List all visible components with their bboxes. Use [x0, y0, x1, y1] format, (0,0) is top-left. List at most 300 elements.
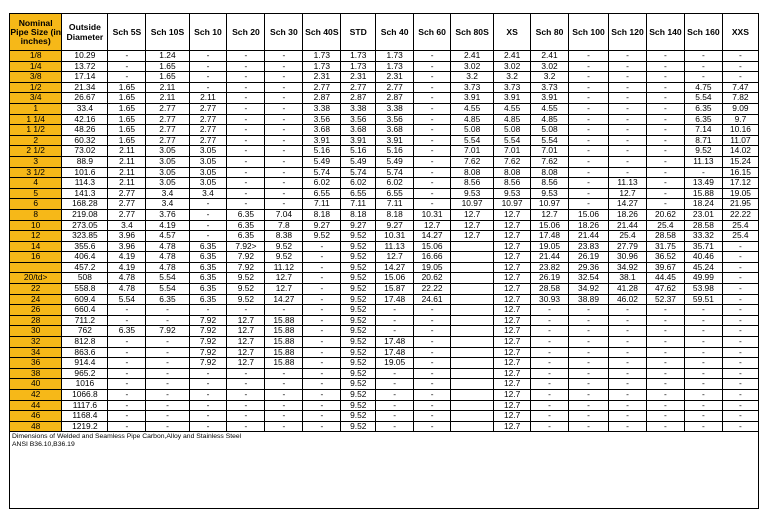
- value-cell: -: [265, 411, 303, 422]
- value-cell: 355.6: [62, 241, 108, 252]
- table-row: [10, 294, 759, 305]
- value-cell: -: [108, 358, 146, 369]
- value-cell: 12.7: [494, 379, 531, 390]
- value-cell: 42.16: [62, 114, 108, 125]
- value-cell: 16.66: [414, 252, 451, 263]
- value-cell: 3.91: [303, 135, 341, 146]
- value-cell: 558.8: [62, 284, 108, 295]
- value-cell: -: [303, 421, 341, 432]
- table-row: [10, 411, 759, 422]
- value-cell: 7.11: [376, 199, 414, 210]
- value-cell: 17.14: [62, 72, 108, 83]
- value-cell: 14.27: [609, 199, 647, 210]
- value-cell: -: [227, 167, 265, 178]
- value-cell: 8.56: [494, 178, 531, 189]
- value-cell: -: [265, 421, 303, 432]
- value-cell: 5.08: [451, 125, 494, 136]
- value-cell: -: [108, 337, 146, 348]
- value-cell: [451, 284, 494, 295]
- nominal-size-cell: 4: [10, 178, 62, 189]
- value-cell: 3.56: [303, 114, 341, 125]
- value-cell: 6.02: [376, 178, 414, 189]
- value-cell: -: [569, 167, 609, 178]
- value-cell: -: [303, 411, 341, 422]
- value-cell: -: [265, 199, 303, 210]
- value-cell: 17.48: [376, 294, 414, 305]
- value-cell: 14.02: [722, 146, 758, 157]
- value-cell: 1.65: [108, 103, 146, 114]
- value-cell: 3.02: [451, 61, 494, 72]
- value-cell: 1.65: [108, 114, 146, 125]
- value-cell: -: [684, 167, 722, 178]
- value-cell: 13.72: [62, 61, 108, 72]
- value-cell: -: [722, 368, 758, 379]
- value-cell: 4.85: [531, 114, 569, 125]
- value-cell: 16.15: [722, 167, 758, 178]
- value-cell: 10.31: [414, 209, 451, 220]
- value-cell: 19.05: [414, 262, 451, 273]
- value-cell: 6.55: [341, 188, 376, 199]
- value-cell: 5.74: [341, 167, 376, 178]
- value-cell: 21.44: [569, 231, 609, 242]
- value-cell: -: [646, 61, 684, 72]
- value-cell: 27.79: [609, 241, 647, 252]
- value-cell: -: [722, 241, 758, 252]
- value-cell: -: [265, 379, 303, 390]
- value-cell: -: [722, 400, 758, 411]
- value-cell: 12.7: [451, 209, 494, 220]
- value-cell: 4.78: [108, 284, 146, 295]
- value-cell: -: [265, 305, 303, 316]
- value-cell: 12.7: [494, 305, 531, 316]
- value-cell: -: [414, 188, 451, 199]
- nominal-size-cell: 26: [10, 305, 62, 316]
- value-cell: -: [646, 368, 684, 379]
- value-cell: -: [303, 368, 341, 379]
- value-cell: 35.71: [684, 241, 722, 252]
- value-cell: 8.08: [531, 167, 569, 178]
- value-cell: -: [569, 156, 609, 167]
- value-cell: -: [646, 305, 684, 316]
- value-cell: 9.52: [341, 358, 376, 369]
- value-cell: 88.9: [62, 156, 108, 167]
- value-cell: 12.7: [376, 252, 414, 263]
- column-header-1: Outside Diameter: [62, 14, 108, 51]
- table-row: [10, 358, 759, 369]
- nominal-size-cell: 5: [10, 188, 62, 199]
- value-cell: 15.06: [531, 220, 569, 231]
- table-row: [10, 209, 759, 220]
- value-cell: 12.7: [227, 347, 265, 358]
- value-cell: -: [531, 390, 569, 401]
- value-cell: -: [108, 72, 146, 83]
- value-cell: -: [303, 326, 341, 337]
- value-cell: 5.49: [303, 156, 341, 167]
- value-cell: 3.96: [108, 241, 146, 252]
- value-cell: 4.55: [531, 103, 569, 114]
- value-cell: 44.45: [646, 273, 684, 284]
- table-row: [10, 326, 759, 337]
- value-cell: -: [189, 400, 227, 411]
- value-cell: -: [531, 337, 569, 348]
- value-cell: -: [569, 326, 609, 337]
- column-header-12: XS: [494, 14, 531, 51]
- value-cell: 1.65: [146, 72, 189, 83]
- column-header-17: Sch 160: [684, 14, 722, 51]
- value-cell: 15.88: [265, 337, 303, 348]
- table-row: [10, 347, 759, 358]
- value-cell: 12.7: [494, 326, 531, 337]
- value-cell: 8.38: [265, 231, 303, 242]
- value-cell: -: [569, 188, 609, 199]
- pipe-schedule-table: [9, 13, 759, 509]
- value-cell: -: [108, 390, 146, 401]
- value-cell: 4.55: [494, 103, 531, 114]
- value-cell: 2.87: [376, 93, 414, 104]
- value-cell: -: [569, 114, 609, 125]
- table-row: [10, 156, 759, 167]
- value-cell: 12.7: [494, 315, 531, 326]
- value-cell: 9.52: [265, 252, 303, 263]
- value-cell: -: [569, 390, 609, 401]
- value-cell: 5.54: [146, 273, 189, 284]
- table-row: [10, 252, 759, 263]
- value-cell: 7.04: [265, 209, 303, 220]
- value-cell: -: [722, 273, 758, 284]
- value-cell: -: [227, 379, 265, 390]
- value-cell: 9.27: [341, 220, 376, 231]
- value-cell: -: [569, 125, 609, 136]
- value-cell: 5.08: [494, 125, 531, 136]
- value-cell: 10.97: [494, 199, 531, 210]
- value-cell: [451, 273, 494, 284]
- table-row: [10, 241, 759, 252]
- value-cell: -: [227, 114, 265, 125]
- nominal-size-cell: 24: [10, 294, 62, 305]
- value-cell: 3.4: [146, 199, 189, 210]
- value-cell: 4.78: [108, 273, 146, 284]
- value-cell: [451, 390, 494, 401]
- value-cell: -: [414, 135, 451, 146]
- value-cell: 9.52: [227, 273, 265, 284]
- value-cell: -: [303, 390, 341, 401]
- value-cell: -: [569, 51, 609, 62]
- value-cell: -: [189, 368, 227, 379]
- column-header-2: Sch 5S: [108, 14, 146, 51]
- value-cell: -: [265, 400, 303, 411]
- value-cell: 1.65: [108, 125, 146, 136]
- value-cell: -: [227, 305, 265, 316]
- value-cell: 18.26: [609, 209, 647, 220]
- value-cell: -: [303, 284, 341, 295]
- value-cell: -: [227, 82, 265, 93]
- value-cell: 6.02: [303, 178, 341, 189]
- value-cell: 17.48: [376, 337, 414, 348]
- value-cell: 15.06: [376, 273, 414, 284]
- value-cell: 13.49: [684, 178, 722, 189]
- column-header-13: Sch 80: [531, 14, 569, 51]
- value-cell: 4.78: [146, 262, 189, 273]
- nominal-size-cell: 36: [10, 358, 62, 369]
- value-cell: -: [376, 390, 414, 401]
- value-cell: -: [303, 337, 341, 348]
- value-cell: 3.05: [146, 178, 189, 189]
- value-cell: 10.29: [62, 51, 108, 62]
- value-cell: -: [569, 305, 609, 316]
- value-cell: -: [146, 305, 189, 316]
- value-cell: 6.35: [227, 220, 265, 231]
- value-cell: -: [303, 262, 341, 273]
- value-cell: 8.18: [303, 209, 341, 220]
- value-cell: -: [265, 146, 303, 157]
- value-cell: 3.05: [189, 156, 227, 167]
- note-line-2: ANSI B36.10,B36.19: [12, 441, 75, 449]
- value-cell: 6.35: [684, 114, 722, 125]
- value-cell: 9.7: [722, 114, 758, 125]
- table-row: [10, 114, 759, 125]
- value-cell: 10.97: [451, 199, 494, 210]
- nominal-size-cell: 10: [10, 220, 62, 231]
- value-cell: 3.68: [341, 125, 376, 136]
- value-cell: 4.57: [146, 231, 189, 242]
- value-cell: 9.52: [341, 347, 376, 358]
- value-cell: -: [722, 51, 758, 62]
- value-cell: 5.74: [376, 167, 414, 178]
- value-cell: 8.08: [451, 167, 494, 178]
- value-cell: -: [569, 379, 609, 390]
- value-cell: -: [646, 82, 684, 93]
- value-cell: 19.05: [376, 358, 414, 369]
- value-cell: -: [189, 51, 227, 62]
- value-cell: -: [569, 315, 609, 326]
- value-cell: 5.54: [684, 93, 722, 104]
- note-line-1: Dimensions of Welded and Seamless Pipe Carbon,Alloy and Stainless Steel: [12, 433, 242, 441]
- value-cell: 2.77: [376, 82, 414, 93]
- value-cell: -: [609, 125, 647, 136]
- value-cell: -: [722, 305, 758, 316]
- value-cell: 11.13: [609, 178, 647, 189]
- value-cell: -: [684, 51, 722, 62]
- value-cell: -: [146, 379, 189, 390]
- nominal-size-cell: 20/td>: [10, 273, 62, 284]
- value-cell: -: [265, 114, 303, 125]
- value-cell: -: [414, 400, 451, 411]
- value-cell: 12.7: [227, 315, 265, 326]
- value-cell: 7.8: [265, 220, 303, 231]
- value-cell: 25.4: [722, 220, 758, 231]
- value-cell: 15.24: [722, 156, 758, 167]
- value-cell: 2.77: [189, 125, 227, 136]
- value-cell: -: [189, 411, 227, 422]
- column-header-0: Nominal Pipe Size (in inches): [10, 14, 62, 51]
- value-cell: 7.01: [531, 146, 569, 157]
- value-cell: 6.35: [189, 241, 227, 252]
- value-cell: -: [265, 51, 303, 62]
- value-cell: 12.7: [414, 220, 451, 231]
- value-cell: 3.38: [376, 103, 414, 114]
- value-cell: -: [684, 347, 722, 358]
- value-cell: -: [376, 400, 414, 411]
- value-cell: 9.52: [341, 368, 376, 379]
- value-cell: -: [646, 358, 684, 369]
- nominal-size-cell: 42: [10, 390, 62, 401]
- value-cell: -: [609, 156, 647, 167]
- value-cell: -: [146, 315, 189, 326]
- value-cell: 1117.6: [62, 400, 108, 411]
- value-cell: 12.7: [494, 209, 531, 220]
- table-row: [10, 231, 759, 242]
- value-cell: 1.24: [146, 51, 189, 62]
- value-cell: 3.91: [376, 135, 414, 146]
- table-row: [10, 82, 759, 93]
- value-cell: 3.91: [531, 93, 569, 104]
- value-cell: -: [376, 326, 414, 337]
- value-cell: 5.54: [108, 294, 146, 305]
- column-header-11: Sch 80S: [451, 14, 494, 51]
- value-cell: 15.87: [376, 284, 414, 295]
- column-header-10: Sch 60: [414, 14, 451, 51]
- value-cell: 5.54: [146, 284, 189, 295]
- value-cell: 12.7: [494, 400, 531, 411]
- value-cell: -: [227, 51, 265, 62]
- value-cell: -: [684, 326, 722, 337]
- value-cell: -: [609, 146, 647, 157]
- value-cell: -: [189, 61, 227, 72]
- value-cell: -: [609, 326, 647, 337]
- value-cell: 12.7: [494, 368, 531, 379]
- value-cell: -: [189, 220, 227, 231]
- nominal-size-cell: 1 1/4: [10, 114, 62, 125]
- value-cell: -: [227, 400, 265, 411]
- value-cell: 4.75: [684, 82, 722, 93]
- value-cell: -: [722, 347, 758, 358]
- value-cell: 1.73: [376, 61, 414, 72]
- value-cell: -: [227, 368, 265, 379]
- value-cell: 9.52: [341, 326, 376, 337]
- value-cell: 4.85: [451, 114, 494, 125]
- nominal-size-cell: [10, 262, 62, 273]
- value-cell: 18.26: [569, 220, 609, 231]
- value-cell: 273.05: [62, 220, 108, 231]
- value-cell: -: [189, 390, 227, 401]
- value-cell: 2.77: [108, 209, 146, 220]
- table-row: [10, 103, 759, 114]
- value-cell: 12.7: [494, 358, 531, 369]
- value-cell: 9.52: [341, 400, 376, 411]
- value-cell: 3.4: [146, 188, 189, 199]
- value-cell: -: [414, 326, 451, 337]
- value-cell: 2.11: [108, 167, 146, 178]
- pipe-dimensions-sheet: [9, 13, 759, 509]
- nominal-size-cell: 1 1/2: [10, 125, 62, 136]
- value-cell: -: [303, 379, 341, 390]
- value-cell: -: [684, 411, 722, 422]
- nominal-size-cell: 3/8: [10, 72, 62, 83]
- nominal-size-cell: 1/4: [10, 61, 62, 72]
- value-cell: 9.52: [265, 241, 303, 252]
- value-cell: 6.35: [189, 262, 227, 273]
- value-cell: -: [108, 305, 146, 316]
- value-cell: -: [414, 146, 451, 157]
- value-cell: -: [414, 51, 451, 62]
- value-cell: 9.53: [451, 188, 494, 199]
- value-cell: 2.31: [376, 72, 414, 83]
- value-cell: -: [108, 315, 146, 326]
- value-cell: -: [108, 368, 146, 379]
- value-cell: 5.49: [341, 156, 376, 167]
- value-cell: -: [303, 252, 341, 263]
- value-cell: -: [265, 103, 303, 114]
- value-cell: -: [414, 178, 451, 189]
- value-cell: 2.77: [303, 82, 341, 93]
- value-cell: -: [569, 368, 609, 379]
- value-cell: 9.53: [494, 188, 531, 199]
- value-cell: 11.07: [722, 135, 758, 146]
- value-cell: 2.77: [108, 199, 146, 210]
- table-row: [10, 273, 759, 284]
- value-cell: 2.11: [189, 93, 227, 104]
- value-cell: 46.02: [609, 294, 647, 305]
- value-cell: 9.52: [341, 294, 376, 305]
- column-header-5: Sch 20: [227, 14, 265, 51]
- note-cell: [10, 432, 759, 509]
- value-cell: 45.24: [684, 262, 722, 273]
- value-cell: -: [569, 337, 609, 348]
- value-cell: 32.54: [569, 273, 609, 284]
- value-cell: 2.77: [341, 82, 376, 93]
- value-cell: 2.41: [451, 51, 494, 62]
- value-cell: 2.77: [146, 135, 189, 146]
- value-cell: -: [303, 400, 341, 411]
- value-cell: -: [376, 379, 414, 390]
- value-cell: -: [569, 400, 609, 411]
- value-cell: -: [531, 326, 569, 337]
- value-cell: -: [569, 146, 609, 157]
- value-cell: -: [646, 114, 684, 125]
- value-cell: 12.7: [494, 231, 531, 242]
- value-cell: -: [684, 390, 722, 401]
- value-cell: 11.13: [684, 156, 722, 167]
- value-cell: 21.44: [531, 252, 569, 263]
- value-cell: -: [146, 358, 189, 369]
- value-cell: 19.05: [531, 241, 569, 252]
- value-cell: 24.61: [414, 294, 451, 305]
- value-cell: 7.92: [227, 262, 265, 273]
- value-cell: 9.52: [341, 284, 376, 295]
- value-cell: 34.92: [609, 262, 647, 273]
- value-cell: 8.08: [494, 167, 531, 178]
- value-cell: 12.7: [265, 273, 303, 284]
- value-cell: -: [609, 51, 647, 62]
- value-cell: 9.52: [303, 231, 341, 242]
- value-cell: 3.05: [146, 156, 189, 167]
- value-cell: 1.65: [108, 93, 146, 104]
- value-cell: -: [722, 61, 758, 72]
- column-header-3: Sch 10S: [146, 14, 189, 51]
- value-cell: -: [303, 358, 341, 369]
- value-cell: [451, 337, 494, 348]
- value-cell: -: [303, 315, 341, 326]
- value-cell: 12.7: [265, 284, 303, 295]
- value-cell: 2.77: [189, 114, 227, 125]
- value-cell: [451, 347, 494, 358]
- value-cell: 114.3: [62, 178, 108, 189]
- nominal-size-cell: 38: [10, 368, 62, 379]
- value-cell: -: [108, 400, 146, 411]
- value-cell: 2.87: [341, 93, 376, 104]
- value-cell: 6.35: [227, 231, 265, 242]
- value-cell: 30.93: [531, 294, 569, 305]
